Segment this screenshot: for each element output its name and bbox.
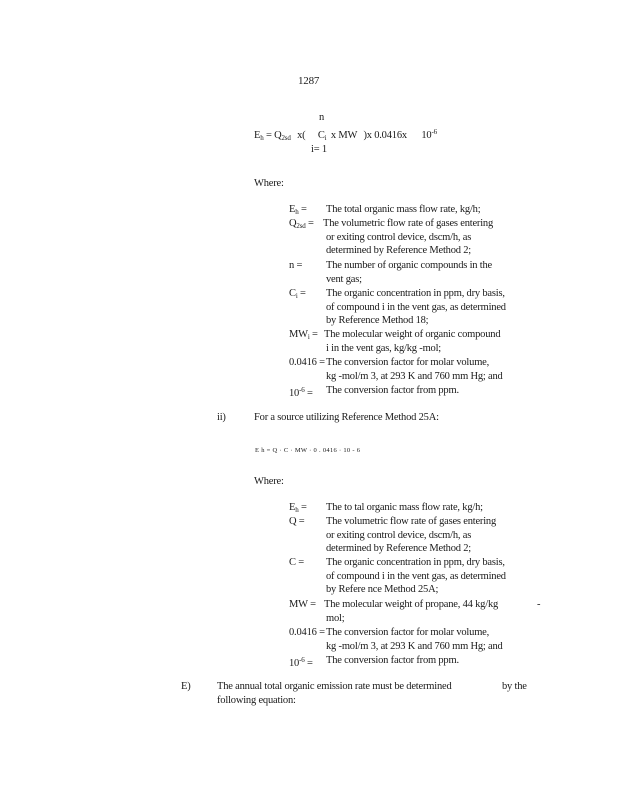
definition-term: $MW_i$ =: [289, 329, 318, 341]
eq1-tenpow: 10: [421, 130, 432, 141]
definition-term: $10^{-6}$ =: [289, 656, 313, 669]
eq1-tail: )x 0.0416x: [363, 130, 407, 141]
eq1-sum-body: C: [317, 130, 325, 141]
definition-text: The total organic mass flow rate, kg/h;: [326, 204, 481, 215]
item-ii-label: ii): [217, 412, 226, 423]
definition-text: The number of organic compounds in the vent gas;: [326, 260, 492, 285]
definition-text: The organic concentration in ppm, dry basis, of compound i in the vent gas, as determined by Reference Method 18;: [326, 288, 506, 327]
definition-text: The to tal organic mass flow rate, kg/h;: [326, 502, 483, 513]
definition-text: The volumetric flow rate of gases entering or exiting control device, dscm/h, as determined by Reference Method 2;: [323, 218, 494, 257]
definition-term: Q =: [289, 516, 305, 527]
definition-text: The conversion factor for molar volume, kg -mol/m 3, at 293 K and 760 mm Hg; and: [326, 357, 503, 382]
summation-upper-limit: n: [319, 112, 325, 123]
definition-text: The volumetric flow rate of gases entering or exiting control device, dscm/h, as determined by Reference Method 2;: [326, 516, 497, 555]
definition-term: 0.0416 =: [289, 357, 325, 368]
definition-term: 0.0416 =: [289, 627, 325, 638]
item-e-line-1-tail: by the: [502, 681, 527, 692]
definition-text: The molecular weight of organic compound i in the vent gas, kg/kg -mol;: [324, 329, 501, 354]
definition-term: $C_i$ =: [289, 288, 306, 300]
definition-term: n =: [289, 260, 303, 271]
where-label-2: Where:: [254, 476, 284, 487]
item-e-line-1: The annual total organic emission rate must be determined: [217, 681, 452, 692]
definition-text: The conversion factor from ppm.: [326, 385, 459, 396]
eq1-lhs: E: [254, 130, 261, 141]
item-ii-text: For a source utilizing Reference Method 25A:: [254, 412, 439, 423]
equation-2: E h = Q · C · MW · 0 . 0416 · 10 - 6: [255, 447, 361, 454]
eq1-eq-q: = Q: [265, 130, 282, 141]
eq1-mid: x(: [297, 130, 306, 141]
summation-lower-limit: i= 1: [311, 144, 327, 155]
eq1-lhs-sub: h: [260, 134, 264, 142]
definition-term: $E_h$ =: [289, 204, 307, 216]
eq1-q-sub: 2sd: [281, 134, 291, 142]
definition-term: $10^{-6}$ =: [289, 386, 313, 399]
definition-text: The organic concentration in ppm, dry basis, of compound i in the vent gas, as determined by Refere nce Method 25A;: [326, 557, 506, 596]
eq1-x-mw: x MW: [330, 130, 357, 141]
definition-term: MW =: [289, 599, 316, 610]
definition-term: $Q_{2sd}$ =: [289, 218, 314, 230]
definition-term: C =: [289, 557, 304, 568]
page-number: 1287: [298, 75, 320, 87]
item-e-line-2: following equation:: [217, 695, 296, 706]
mw-trailing-dash: -: [537, 599, 541, 610]
definition-text: The molecular weight of propane, 44 kg/kg mol;: [324, 599, 499, 624]
eq1-sum-sub: i: [324, 134, 327, 142]
definition-text: The conversion factor from ppm.: [326, 655, 459, 666]
eq1-tenpow-exp: -6: [431, 128, 437, 136]
where-label-1: Where:: [254, 178, 284, 189]
definition-text: The conversion factor for molar volume, kg -mol/m 3, at 293 K and 760 mm Hg; and: [326, 627, 503, 652]
item-e-label: E): [181, 681, 191, 692]
equation-1-body: [254, 126, 437, 146]
definition-term: $E_h$ =: [289, 502, 307, 514]
